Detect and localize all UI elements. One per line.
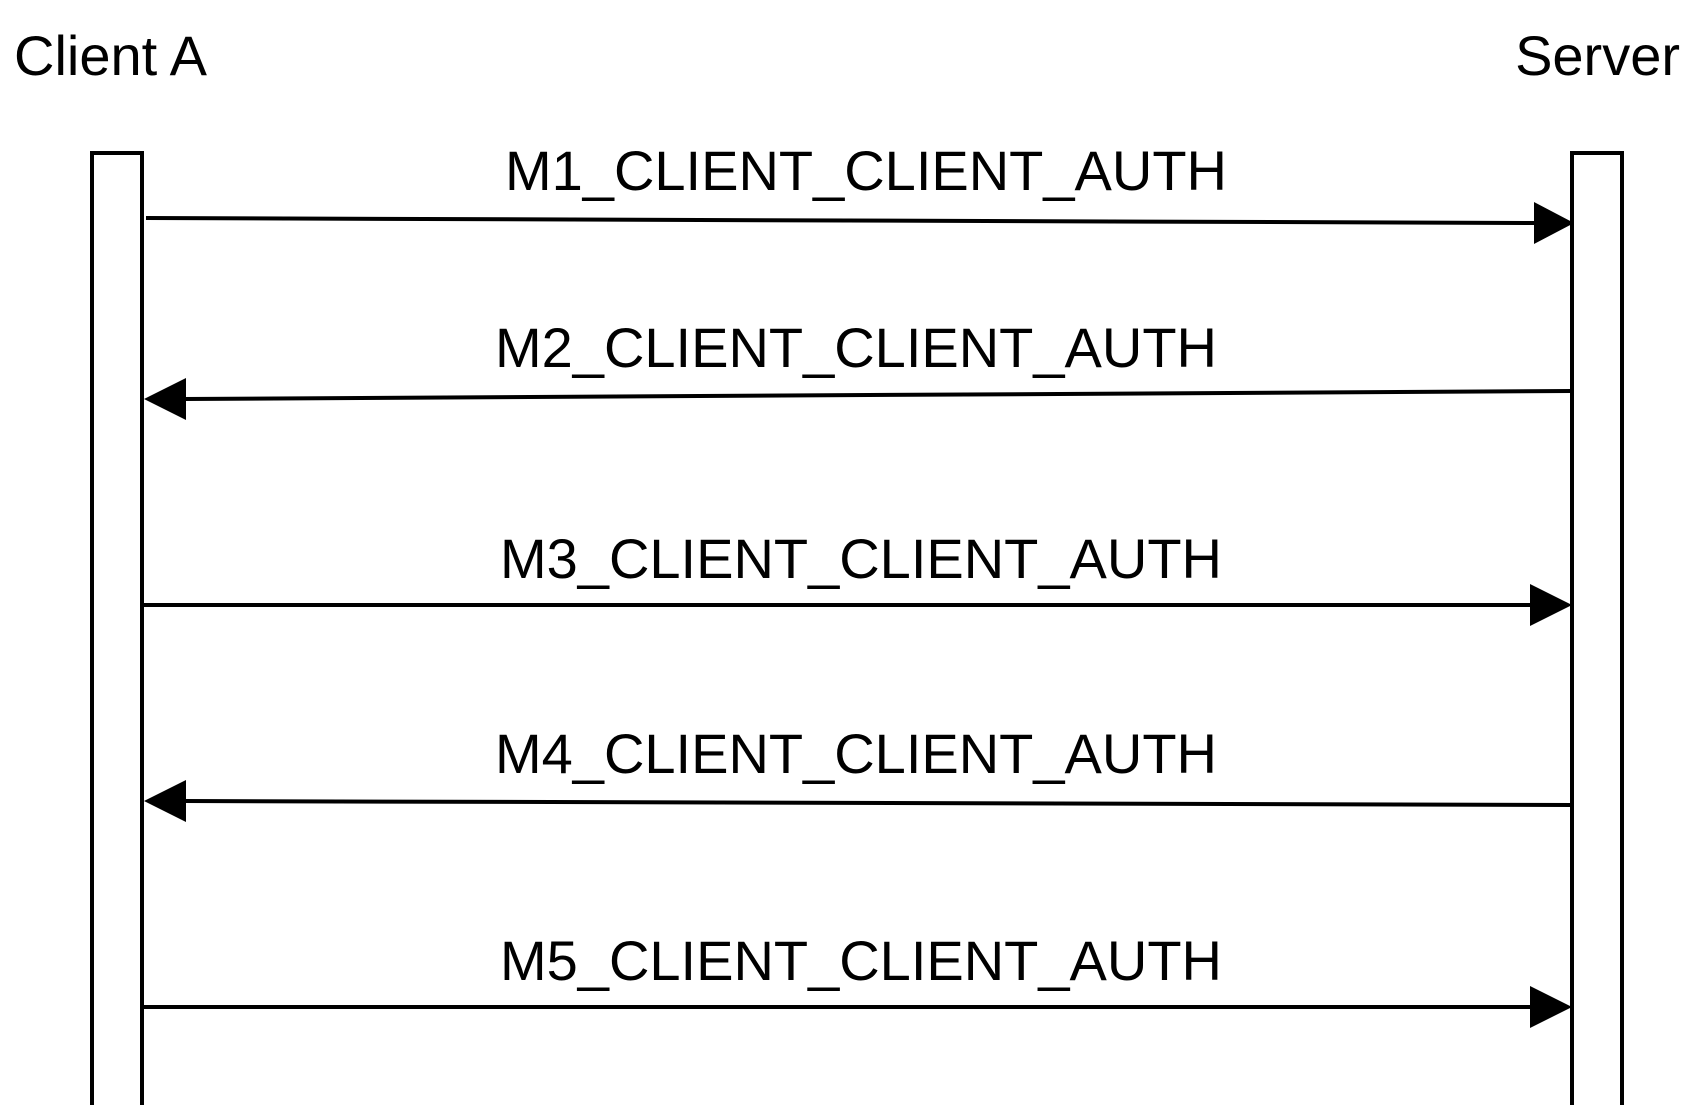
message-label-2: M2_CLIENT_CLIENT_AUTH	[495, 316, 1217, 379]
lifeline-client	[92, 153, 142, 1105]
message-2	[144, 316, 1572, 420]
message-label-1: M1_CLIENT_CLIENT_AUTH	[505, 139, 1227, 202]
arrowhead-right-icon	[1530, 986, 1572, 1028]
message-1	[146, 139, 1574, 244]
message-4	[144, 722, 1572, 822]
message-line-2	[184, 391, 1572, 399]
message-label-5: M5_CLIENT_CLIENT_AUTH	[500, 929, 1222, 992]
message-line-1	[146, 218, 1534, 223]
message-3	[142, 527, 1572, 626]
lifeline-server	[1572, 153, 1622, 1105]
arrowhead-right-icon	[1534, 202, 1574, 244]
arrowhead-left-icon	[144, 378, 186, 420]
message-line-4	[184, 801, 1572, 805]
message-5	[142, 929, 1572, 1028]
message-label-3: M3_CLIENT_CLIENT_AUTH	[500, 527, 1222, 590]
message-label-4: M4_CLIENT_CLIENT_AUTH	[495, 722, 1217, 785]
participant-label-server: Server	[1515, 24, 1680, 87]
arrowhead-left-icon	[144, 780, 186, 822]
arrowhead-right-icon	[1530, 584, 1572, 626]
participant-label-client: Client A	[14, 24, 207, 87]
